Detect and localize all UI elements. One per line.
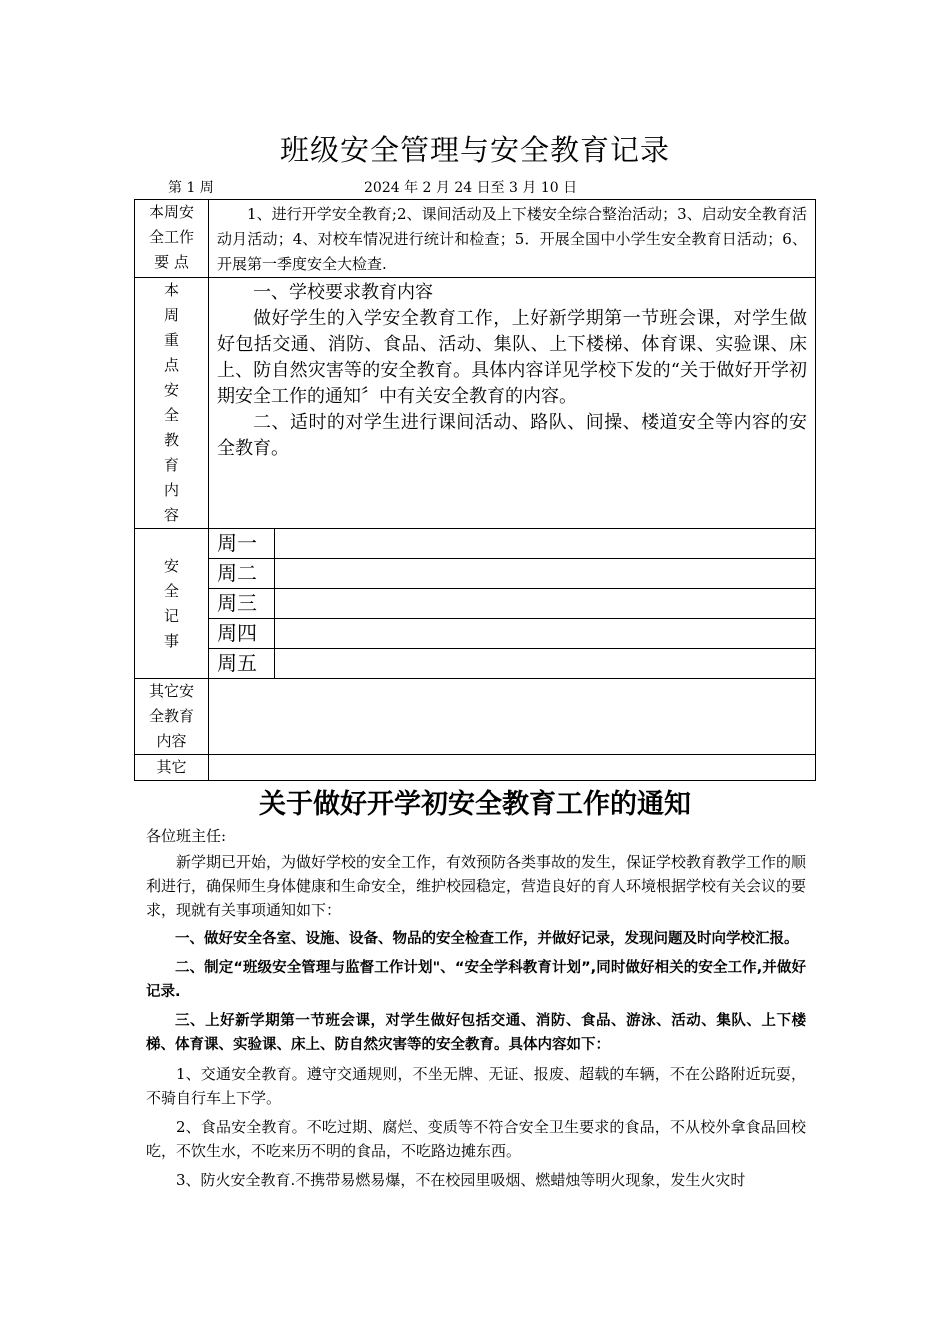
day-entry-fri[interactable] [275, 649, 816, 679]
label-char: 重 [163, 331, 179, 349]
content-paragraph: 一、学校要求教育内容 [253, 282, 433, 303]
day-entry-tue[interactable] [275, 559, 816, 589]
key-points-cell [209, 200, 816, 278]
row-other-edu [135, 679, 816, 755]
safety-log-row [135, 619, 816, 649]
notice-salutation: 各位班主任: [146, 827, 227, 845]
content-paragraph: 做好学生的入学安全教育工作，上好新学期第一节班会课，对学生做好包括交通、消防、食品、活动、集队、上下楼梯、体育课、实验课、床上、防自然灾害等的安全教育。具体内容详见学校下发的“关于做好开学初期安全工作的通知〞中有关安全教育的内容。 [217, 308, 807, 407]
day-label-mon: 周一 [209, 529, 275, 559]
label-char: 内 [163, 481, 179, 499]
day-entry-thu[interactable] [275, 619, 816, 649]
other-cell[interactable] [209, 755, 816, 781]
day-label-tue: 周二 [209, 559, 275, 589]
label-char: 育 [163, 456, 179, 474]
safety-log-row [135, 589, 816, 619]
label-line: 全教育 [148, 707, 194, 725]
label-char: 记 [163, 606, 179, 625]
content-label [135, 278, 209, 529]
row-other [135, 755, 816, 781]
label-char: 本 [163, 281, 179, 299]
label-char: 安 [163, 556, 179, 575]
content-cell [209, 278, 816, 529]
label-line: 要 点 [154, 253, 189, 271]
week-line [168, 177, 768, 197]
notice-sub-3: 3、防火安全教育.不携带易燃易爆，不在校园里吸烟、燃蜡烛等明火现象，发生火灾时 [176, 1171, 746, 1189]
safety-log-label [135, 529, 209, 679]
notice-body [146, 824, 806, 1192]
safety-log-row [135, 529, 816, 559]
day-label-thu: 周四 [209, 619, 275, 649]
safety-log-row [135, 559, 816, 589]
content-paragraph: 二、适时的对学生进行课间活动、路队、间操、楼道安全等内容的安全教育。 [217, 412, 807, 459]
row-content [135, 278, 816, 529]
day-entry-mon[interactable] [275, 529, 816, 559]
content-body [209, 278, 815, 462]
label-char: 容 [163, 506, 179, 524]
key-points-label [135, 200, 209, 278]
row-key-points [135, 200, 816, 278]
notice-item-3: 三、上好新学期第一节班会课，对学生做好包括交通、消防、食品、游泳、活动、集队、上下楼梯、体育课、实验课、床上、防自然灾害等的安全教育。具体内容如下： [146, 1013, 806, 1053]
label-line: 全工作 [148, 228, 194, 246]
day-label-fri: 周五 [209, 649, 275, 679]
other-label: 其它 [135, 755, 209, 781]
safety-log-row [135, 649, 816, 679]
day-label-wed: 周三 [209, 589, 275, 619]
label-char: 全 [163, 581, 179, 600]
label-char: 教 [163, 431, 179, 449]
key-points-text: 1、进行开学安全教育;2、课间活动及上下楼安全综合整治活动；3、启动安全教育活动月活动；4、对校车情况进行统计和检查；5．开展全国中小学生安全教育日活动；6、开展第一季度安全大检查. [217, 205, 807, 273]
label-char: 周 [163, 306, 179, 324]
notice-title: 关于做好开学初安全教育工作的通知 [259, 789, 691, 820]
record-title: 班级安全管理与安全教育记录 [279, 133, 670, 167]
other-edu-cell[interactable] [209, 679, 816, 755]
safety-record-table [134, 199, 816, 781]
label-char: 点 [163, 356, 179, 374]
label-char: 事 [163, 631, 179, 650]
label-line: 本周安 [148, 203, 194, 221]
label-char: 全 [163, 406, 179, 424]
notice-item-1: 一、做好安全各室、设施、设备、物品的安全检查工作，并做好记录，发现问题及时向学校汇报。 [175, 931, 799, 947]
date-range: 2024 年 2 月 24 日至 3 月 10 日 [364, 180, 578, 196]
label-line: 内容 [156, 732, 187, 750]
label-char: 安 [163, 381, 179, 399]
week-number: 第 1 周 [168, 180, 214, 196]
other-edu-label [135, 679, 209, 755]
notice-sub-1: 1、交通安全教育。遵守交通规则，不坐无牌、无证、报废、超载的车辆，不在公路附近玩耍，不骑自行车上下学。 [146, 1065, 806, 1107]
day-entry-wed[interactable] [275, 589, 816, 619]
label-line: 其它安 [148, 682, 194, 700]
notice-intro: 新学期已开始，为做好学校的安全工作，有效预防各类事故的发生，保证学校教育教学工作的顺利进行，确保师生身体健康和生命安全，维护校园稳定，营造良好的育人环境根据学校有关会议的要求，现就有关事项通知如下： [146, 853, 807, 919]
notice-sub-2: 2、食品安全教育。不吃过期、腐烂、变质等不符合安全卫生要求的食品，不从校外拿食品回校吃，不饮生水，不吃来历不明的食品，不吃路边摊东西。 [146, 1118, 806, 1160]
notice-item-2: 二、制定“班级安全管理与监督工作计划"、“安全学科教育计划”,同时做好相关的安全工作,并做好记录. [146, 960, 806, 1000]
